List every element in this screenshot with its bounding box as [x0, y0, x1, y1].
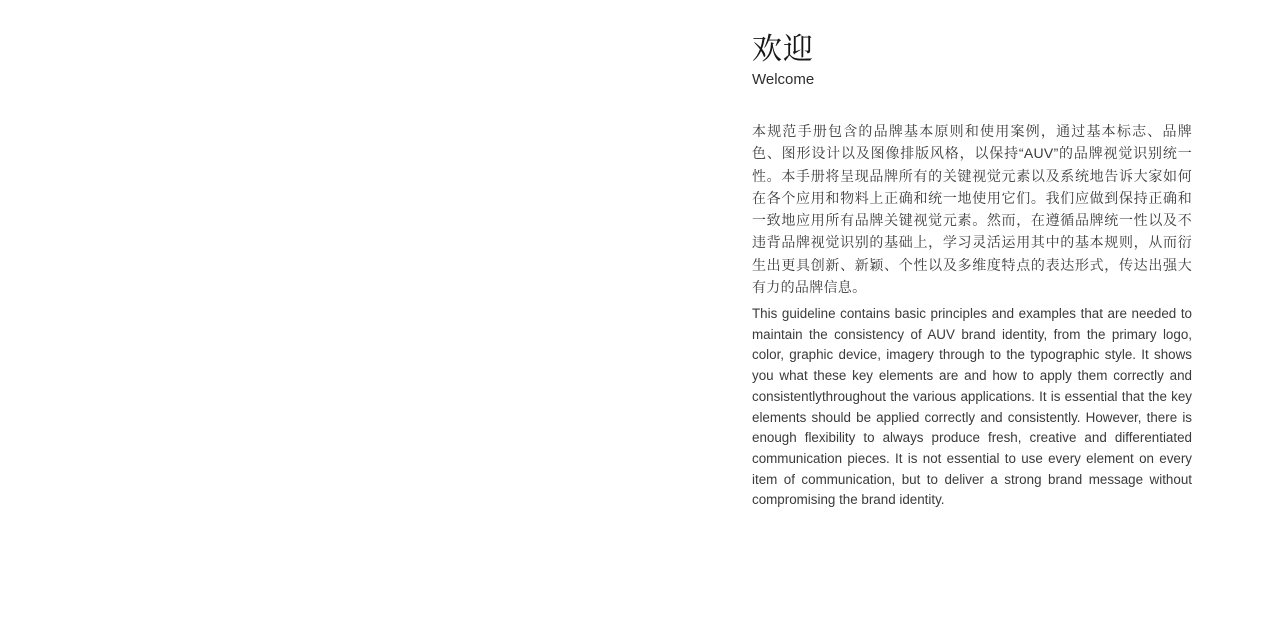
page-title-zh: 欢迎: [752, 33, 814, 66]
page-subtitle-en: Welcome: [752, 71, 815, 88]
welcome-section: [752, 0, 1192, 640]
intro-paragraph-en: This guideline contains basic principles and examples that are needed to maintain the consistency of AUV brand identity, from the primary logo, color, graphic device, imagery through to the typographic style. It shows you what these key elements are and how to apply them correctly and consistentlythroughout the various applications. It is essential that the key elements should be applied correctly and consistently. However, there is enough flexibility to always produce fresh, creative and differentiated communication pieces. It is not essential to use every element on every item of communication, but to deliver a strong brand message without compromising the brand identity.: [752, 306, 1192, 508]
intro-paragraph-zh: 本规范手册包含的品牌基本原则和使用案例，通过基本标志、品牌色、图形设计以及图像排版风格，以保持“AUV”的品牌视觉识别统一性。本手册将呈现品牌所有的关键视觉元素以及系统地告诉大家如何在各个应用和物料上正确和统一地使用它们。我们应做到保持正确和一致地应用所有品牌关键视觉元素。然而，在遵循品牌统一性以及不违背品牌视觉识别的基础上，学习灵活运用其中的基本规则，从而衍生出更具创新、新颖、个性以及多维度特点的表达形式，传达出强大有力的品牌信息。: [752, 123, 1192, 296]
